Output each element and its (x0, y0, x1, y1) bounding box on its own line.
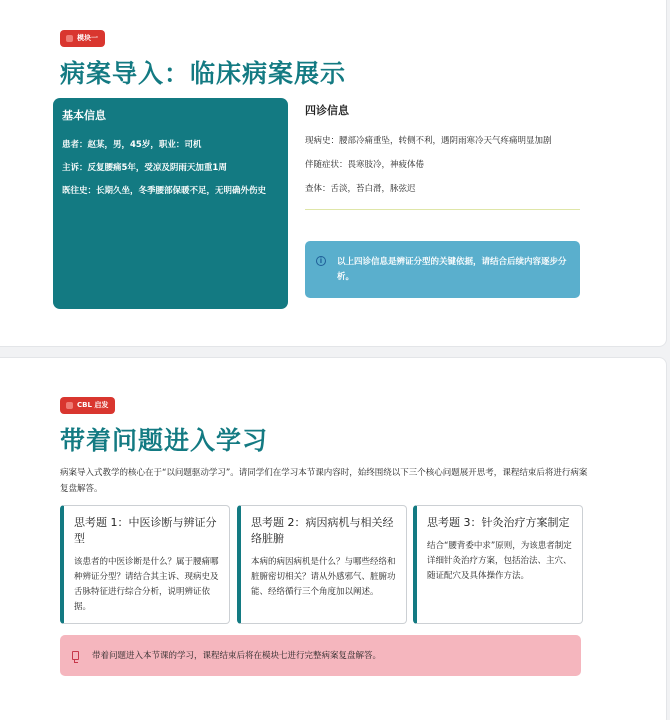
tip-callout-text: 带着问题进入本节课的学习，课程结束后将在模块七进行完整病案复盘解答。 (92, 651, 382, 661)
info-circle-icon: i (316, 256, 326, 266)
basic-info-panel (53, 98, 288, 309)
past-history: 既往史：长期久坐，冬季腰部保暖不足，无明确外伤史 (62, 186, 267, 196)
info-callout (305, 241, 580, 298)
divider (305, 209, 580, 210)
module-badge-label: 模块一 (77, 34, 98, 42)
question-card-1 (60, 505, 230, 624)
cbl-badge-label: CBL 启发 (77, 401, 109, 409)
info-callout-text: 以上四诊信息是辨证分型的关键依据，请结合后续内容逐步分析。 (337, 257, 567, 282)
question-body: 本病的病因病机是什么？与哪些经络和脏腑密切相关？请从外感邪气、脏腑功能、经络循行三个角度加以阐述。 (251, 557, 396, 597)
cbl-title: 带着问题进入学习 (60, 426, 269, 455)
case-title: 病案导入：临床病案展示 (60, 59, 347, 88)
badge-dot-icon (66, 402, 73, 409)
question-title: 思考题 2：病因病机与相关经络脏腑 (251, 516, 394, 545)
question-body: 该患者的中医诊断是什么？属于腰痛哪种辨证分型？请结合其主诉、现病史及舌脉特征进行综合分析，说明辨证依据。 (74, 557, 219, 612)
module-badge (60, 30, 105, 47)
tongue-pulse: 查体：舌淡，苔白滑，脉弦迟 (305, 184, 416, 194)
four-diagnosis-heading: 四诊信息 (305, 104, 349, 117)
basic-info-heading: 基本信息 (62, 109, 106, 122)
chief-complaint: 主诉：反复腰痛5年，受凉及阴雨天加重1周 (62, 163, 227, 173)
tip-callout (60, 635, 581, 676)
accompanying-symptoms: 伴随症状：畏寒肢冷，神疲体倦 (305, 160, 425, 170)
patient-info: 患者：赵某，男，45岁，职业：司机 (62, 140, 202, 150)
question-body: 结合“腰背委中求”原则，为该患者制定详细针灸治疗方案，包括治法、主穴、随证配穴及具体操作方法。 (427, 541, 572, 581)
question-card-2 (237, 505, 407, 624)
note-icon (72, 651, 79, 660)
present-illness: 现病史：腰部冷痛重坠，转侧不利，遇阴雨寒冷天气疼痛明显加剧 (305, 136, 552, 146)
cbl-badge (60, 397, 115, 414)
four-diagnosis-panel (305, 102, 585, 210)
badge-dot-icon (66, 35, 73, 42)
question-title: 思考题 1：中医诊断与辨证分型 (74, 516, 217, 545)
question-title: 思考题 3：针灸治疗方案制定 (427, 516, 570, 529)
question-card-3 (413, 505, 583, 624)
cbl-intro: 病案导入式教学的核心在于“以问题驱动学习”。请同学们在学习本节课内容时，始终围绕以下三个核心问题展开思考，课程结束后将进行病案复盘解答。 (60, 468, 588, 494)
